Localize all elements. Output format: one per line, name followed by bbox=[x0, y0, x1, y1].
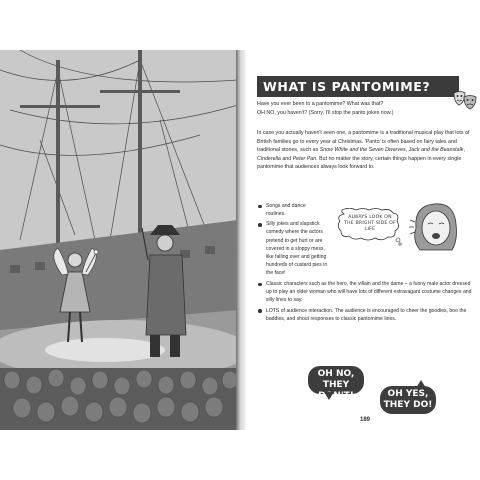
story-title-snow-white: Snow White and the Seven Dwarves bbox=[319, 147, 406, 153]
bullet-item: Silly jokes and slapstick comedy where the actors pretend to get hurt or are covered in a sloppy mess, like falling over and getting hundreds of custard pies in the face! bbox=[258, 220, 328, 277]
body-text-part1: In case you actually haven't seen one, a pantomime is a traditional musical play that lots of British families go to every year at Christmas. 'Panto' is often based on fairy tales and traditional stories, such as bbox=[257, 130, 470, 153]
body-paragraph: In case you actually haven't seen one, a pantomime is a traditional musical play that lots of British families go to every year at Christmas. 'Panto' is often based on fairy tales and traditional stories, such as Snow White and the Seven Dwarves, Jack and the Beanstalk, Cinderella and Peter Pan. But no matter the story, certain things happen in every single pantomime that audiences always look forward to. bbox=[257, 130, 470, 170]
book-gutter bbox=[236, 50, 246, 430]
speech-bubble-tail bbox=[416, 380, 426, 388]
speech-bubble-oh-yes: OH YES, THEY DO! bbox=[380, 386, 436, 414]
spotlight bbox=[45, 338, 165, 362]
intro-line-2: OH NO, you haven't? (Sorry, I'll stop the panto jokes now.) bbox=[257, 109, 394, 116]
right-page bbox=[246, 50, 480, 430]
story-title-jack: Jack and the Beanstalk bbox=[408, 147, 464, 153]
page-title: WHAT IS PANTOMIME? bbox=[257, 76, 459, 97]
speech-bubble-tail bbox=[324, 392, 334, 400]
singing-woman-illustration bbox=[406, 200, 466, 255]
mast-left bbox=[56, 60, 60, 250]
bullet-item: Songs and dance routines. bbox=[258, 202, 326, 218]
book-spread bbox=[0, 50, 480, 430]
intro-line-1: Have you ever been to a pantomime? What was that? bbox=[257, 101, 384, 107]
bullet-item: LOTS of audience interaction. The audience is encouraged to cheer the goodies, boo the baddies, and shout responses to classic pantomime lines. bbox=[258, 307, 476, 323]
body-text-part2: . But no matter the story, certain things happen in every single pantomime that audiences always look forward to. bbox=[257, 155, 462, 170]
mast-right bbox=[138, 50, 142, 250]
left-page-illustration bbox=[0, 50, 238, 430]
story-title-peter-pan: Peter Pan bbox=[292, 155, 317, 162]
thought-bubble-text: ALWAYS LOOK ON THE BRIGHT SIDE OF LIFE bbox=[344, 215, 396, 232]
story-title-cinderella: Cinderella bbox=[257, 155, 281, 162]
intro-text bbox=[257, 100, 471, 117]
speech-bubble-oh-no: OH NO, THEY DON'T! bbox=[308, 366, 364, 394]
bullet-item: Classic characters such as the hero, the villain and the dame – a funny male actor dressed up to play an older woman who will have lots of different extravagant costume changes and silly lines to say. bbox=[258, 280, 476, 304]
pantomime-stage-illustration bbox=[0, 50, 238, 430]
page-number: 189 bbox=[360, 417, 371, 423]
